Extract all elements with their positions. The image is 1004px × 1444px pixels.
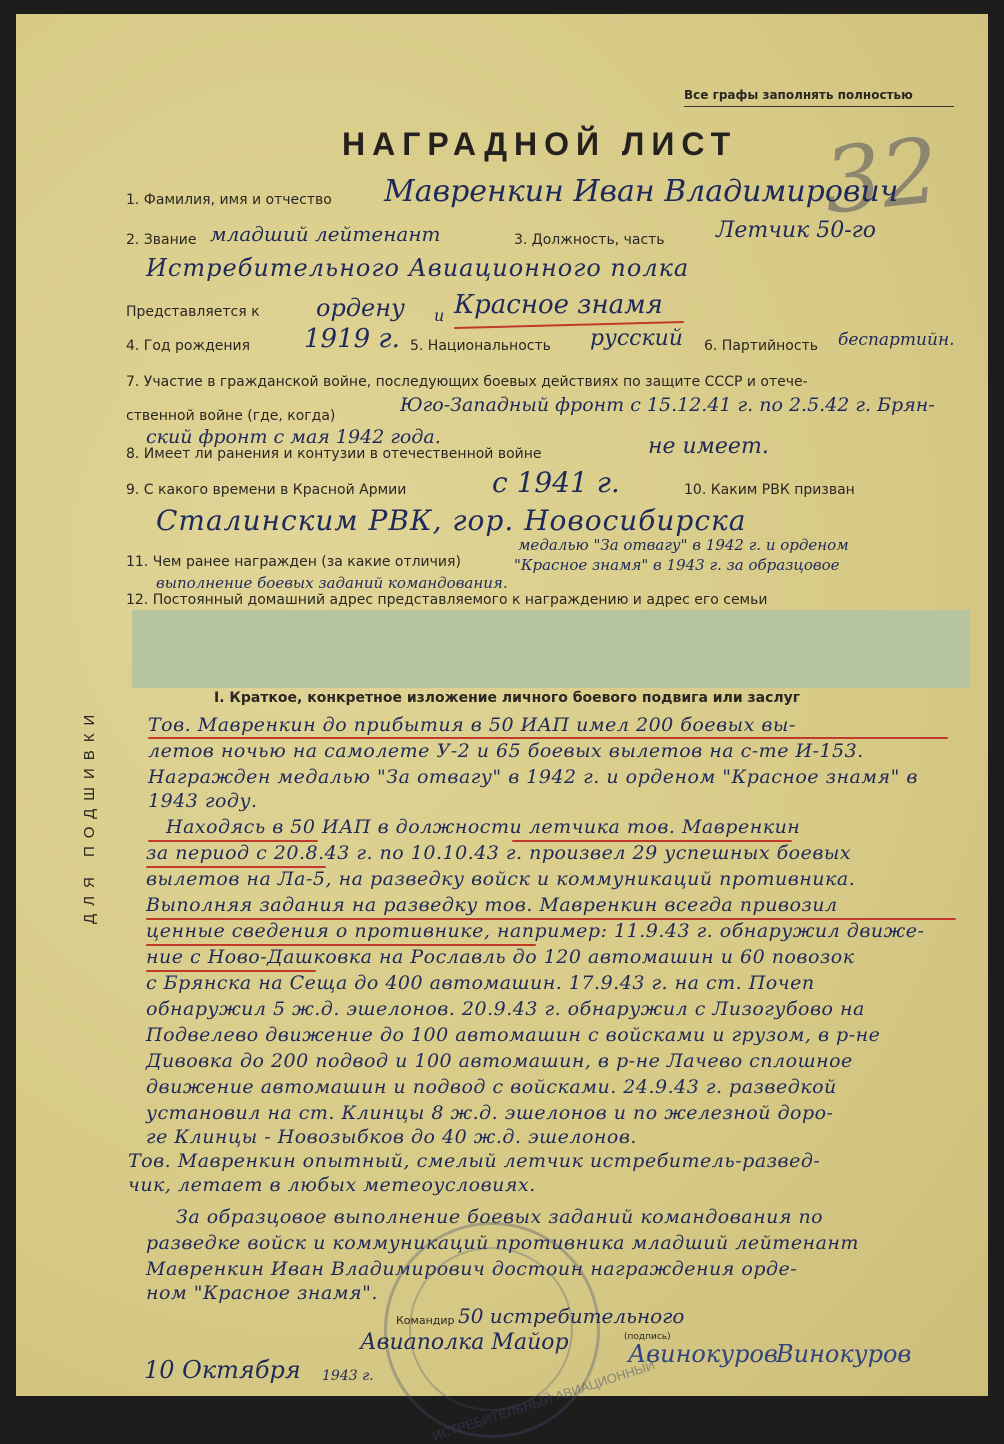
field-3-value-b: Истребительного Авиационного полка <box>146 254 690 282</box>
field-4-label: 4. Год рождения <box>126 338 251 354</box>
field-1-value: Мавренкин Иван Владимирович <box>384 174 899 209</box>
red-underline <box>146 866 326 868</box>
signature-scribble: Авинокуров <box>628 1340 778 1368</box>
represent-value-b: Красное знамя <box>454 290 663 320</box>
narrative-line: Находясь в 50 ИАП в должности летчика тов. Мавренкин <box>166 816 801 838</box>
date-year: 1943 г. <box>322 1368 374 1384</box>
stamp-inner-ring <box>409 1247 573 1411</box>
side-label: ДЛЯ ПОДШИВКИ <box>81 706 98 924</box>
narrative-line: обнаружил 5 ж.д. эшелонов. 20.9.43 г. обнаружил с Лизогубово на <box>146 998 865 1020</box>
narrative-line: ге Клинцы - Новозыбков до 40 ж.д. эшелонов. <box>146 1126 637 1148</box>
narrative-line: установил на ст. Клинцы 8 ж.д. эшелонов и по железной доро- <box>146 1102 834 1124</box>
field-11-value-a: медалью "За отвагу" в 1942 г. и орденом <box>518 536 849 554</box>
narrative-line: 1943 году. <box>148 790 258 812</box>
field-8-value: не имеет. <box>648 434 769 459</box>
field-9-value: с 1941 г. <box>492 466 620 499</box>
award-sheet <box>16 14 988 1444</box>
narrative-line: Выполняя задания на разведку тов. Мавренкин всегда привозил <box>146 894 838 916</box>
header-note: Все графы заполнять полностью <box>684 88 913 102</box>
narrative-line: Мавренкин Иван Владимирович достоин награждения орде- <box>146 1258 798 1280</box>
narrative-line: За образцовое выполнение боевых заданий командования по <box>176 1206 824 1228</box>
field-4-value: 1919 г. <box>304 324 400 354</box>
field-5-value: русский <box>590 326 683 351</box>
commander-title-b: Авиаполка Майор <box>360 1330 569 1355</box>
field-11-label: 11. Чем ранее награжден (за какие отличия) <box>126 554 461 570</box>
narrative-line: с Брянска на Сеща до 400 автомашин. 17.9.43 г. на ст. Почеп <box>146 972 815 994</box>
field-6-value: беспартийн. <box>838 330 955 350</box>
narrative-line: ние с Ново-Дашковка на Рославль до 120 автомашин и 60 повозок <box>146 946 855 968</box>
narrative-line: вылетов на Ла-5, на разведку войск и коммуникаций противника. <box>146 868 856 890</box>
narrative-line: ценные сведения о противнике, например: 11.9.43 г. обнаружил движе- <box>146 920 925 942</box>
narrative-line: Тов. Мавренкин до прибытия в 50 ИАП имел 200 боевых вы- <box>148 714 796 736</box>
field-12-label: 12. Постоянный домашний адрес представляемого к награждению и адрес его семьи <box>126 592 768 608</box>
red-underline <box>512 840 792 842</box>
narrative-line: Награжден медалью "За отвагу" в 1942 г. и орденом "Красное знамя" в <box>148 766 918 788</box>
page-title: НАГРАДНОЙ ЛИСТ <box>342 126 738 162</box>
archive-number: 32 <box>818 118 944 235</box>
red-underline <box>146 970 316 972</box>
field-11-value-c: выполнение боевых заданий командования. <box>156 574 508 592</box>
field-10-value: Сталинским РВК, гор. Новосибирска <box>156 504 747 537</box>
commander-label: Командир <box>396 1314 455 1327</box>
field-5-label: 5. Национальность <box>410 338 551 354</box>
date-value: 10 Октября <box>144 1356 301 1384</box>
field-9-label: 9. С какого времени в Красной Армии <box>126 482 407 498</box>
field-7-value-a: Юго-Западный фронт с 15.12.41 г. по 2.5.42 г. Брян- <box>400 394 935 416</box>
red-underline <box>146 918 956 920</box>
narrative-line: Подвелево движение до 100 автомашин с войсками и грузом, в р-не <box>146 1024 881 1046</box>
narrative-line: разведке войск и коммуникаций противника младший лейтенант <box>146 1232 859 1254</box>
field-1-label: 1. Фамилия, имя и отчество <box>126 192 332 208</box>
header-note-underline <box>684 106 954 107</box>
represent-value-a: ордену <box>316 294 405 322</box>
stamp-text: ИСТРЕБИТЕЛЬНЫЙ АВИАЦИОННЫЙ <box>430 1357 657 1444</box>
red-underline <box>148 737 948 739</box>
field-2-value: младший лейтенант <box>210 222 441 246</box>
narrative-line: Дивовка до 200 подвод и 100 автомашин, в р-не Лачево сплошное <box>146 1050 853 1072</box>
field-3-value-a: Летчик 50-го <box>716 218 877 243</box>
field-3-label: 3. Должность, часть <box>514 232 665 248</box>
field-10-label: 10. Каким РВК призван <box>684 482 855 498</box>
field-7-label-a: 7. Участие в гражданской войне, последующих боевых действиях по защите СССР и отече- <box>126 374 808 390</box>
commander-title-a: 50 истребительного <box>458 1304 685 1328</box>
narrative-line: движение автомашин и подвод с войсками. 24.9.43 г. разведкой <box>146 1076 837 1098</box>
redacted-address-block <box>132 610 970 688</box>
field-6-label: 6. Партийность <box>704 338 818 354</box>
red-underline <box>148 840 318 842</box>
narrative-line: за период с 20.8.43 г. по 10.10.43 г. произвел 29 успешных боевых <box>146 842 852 864</box>
field-2-label: 2. Звание <box>126 232 197 248</box>
signature-label: (подпись) <box>624 1332 671 1342</box>
narrative-line: летов ночью на самолете У-2 и 65 боевых вылетов на с-те И-153. <box>148 740 864 762</box>
represent-conj: и <box>434 306 445 325</box>
represent-label: Представляется к <box>126 304 260 320</box>
narrative-line: чик, летает в любых метеоусловиях. <box>128 1174 536 1196</box>
narrative-line: ном "Красное знамя". <box>146 1282 378 1304</box>
signature-name: Винокуров <box>776 1340 912 1368</box>
narrative-line: Тов. Мавренкин опытный, смелый летчик истребитель-развед- <box>128 1150 821 1172</box>
red-underline <box>146 944 536 946</box>
field-7-label-b: ственной войне (где, когда) <box>126 408 336 424</box>
field-8-label: 8. Имеет ли ранения и контузии в отечественной войне <box>126 446 542 462</box>
field-11-value-b: "Красное знамя" в 1943 г. за образцовое <box>514 556 840 574</box>
section-title: I. Краткое, конкретное изложение личного боевого подвига или заслуг <box>214 690 801 706</box>
field-7-value-b: ский фронт с мая 1942 года. <box>146 426 441 448</box>
